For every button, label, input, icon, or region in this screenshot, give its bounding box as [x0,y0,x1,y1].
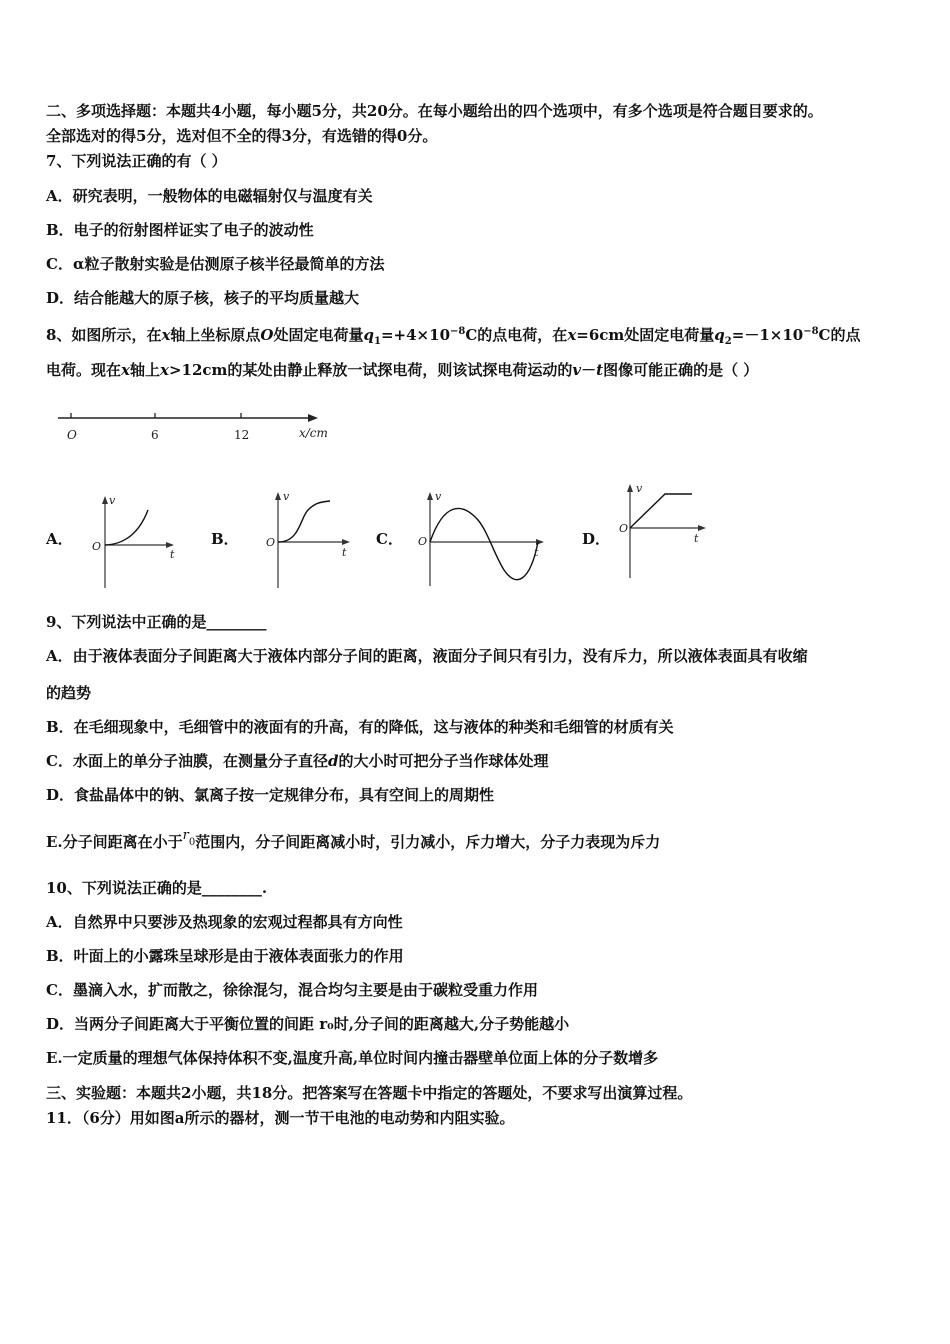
svg-text:v: v [636,482,643,495]
q8-graph-a [90,492,175,592]
q9-option-a-line1: A．由于液体表面分子间距离大于液体内部分子间的距离，液面分子间只有引力，没有斥力，所以液体表面具有收缩 [46,647,808,665]
q8-stem-line2: 电荷。现在x轴上x>12cm的某处由静止释放一试探电荷，则该试探电荷运动的v－t图像可能正确的是（ ） [46,361,759,379]
q9-stem: 9、下列说法中正确的是________ [46,613,267,631]
svg-text:t: t [342,546,347,559]
section2-line2: 全部选对的得5分，选对但不全的得3分，有选错的得0分。 [46,127,438,145]
curve-b [278,501,330,542]
q10-option-b: B．叶面上的小露珠呈球形是由于液体表面张力的作用 [46,947,404,965]
q10-option-c: C．墨滴入水，扩而散之，徐徐混匀，混合均匀主要是由于碳粒受重力作用 [46,981,538,999]
q8-graph-d [616,482,711,582]
q9-option-c: C．水面上的单分子油膜，在测量分子直径d的大小时可把分子当作球体处理 [46,752,549,770]
q8-graph-c [416,490,551,590]
section3-line1: 三、实验题：本题共2小题，共18分。把答案写在答题卡中指定的答题处，不要求写出演算过程。 [46,1084,693,1102]
svg-text:v: v [109,494,116,507]
q7-option-c: C．α粒子散射实验是估测原子核半径最简单的方法 [46,255,385,273]
svg-text:v: v [283,490,290,503]
svg-text:t: t [170,548,175,561]
label-6: 6 [151,428,159,442]
q9-option-d: D．食盐晶体中的钠、氯离子按一定规律分布，具有空间上的周期性 [46,786,495,804]
label-xcm: x/cm [299,426,328,440]
curve-a [105,510,148,545]
q10-stem: 10、下列说法正确的是________. [46,879,268,897]
q7-option-a: A．研究表明，一般物体的电磁辐射仅与温度有关 [46,187,373,205]
q8-stem-line1: 8、如图所示，在x轴上坐标原点O处固定电荷量$q_1=+4\times 10^{-8}C$的点电荷，在x=6cm处固定电荷量$q_2=-1\times 10^{-8}C$的点 [46,326,861,347]
q10-option-d: D．当两分子间距离大于平衡位置的间距 r₀时,分子间的距离越大,分子势能越小 [46,1015,570,1033]
q9-option-e: E.分子间距离在小于$r_0$范围内，分子间距离减小时，引力减小，斥力增大，分子力表现为斥力 [46,828,661,851]
q8-graph-b [264,488,354,593]
x-axis-arrow [308,414,318,422]
q11-stem: 11．（6分）用如图a所示的器材，测一节干电池的电动势和内阻实验。 [46,1109,515,1127]
svg-text:O: O [619,522,629,535]
svg-text:v: v [435,490,442,503]
q8-option-b-label: B． [211,530,239,548]
svg-text:O: O [92,540,102,553]
section2-line1: 二、多项选择题：本题共4小题，每小题5分，共20分。在每小题给出的四个选项中，有多个选项是符合题目要求的。 [46,102,823,120]
label-12: 12 [234,428,250,442]
q8-option-a-label: A． [46,530,73,548]
q10-option-e: E.一定质量的理想气体保持体积不变,温度升高,单位时间内撞击器壁单位面上体的分子数增多 [46,1049,659,1067]
svg-text:t: t [694,532,699,545]
label-o: O [67,428,77,442]
q10-option-a: A．自然界中只要涉及热现象的宏观过程都具有方向性 [46,913,403,931]
curve-c [430,508,538,579]
q8-option-c-label: C． [376,530,403,548]
svg-text:O: O [418,535,428,548]
q8-option-d-label: D． [582,530,611,548]
q7-stem: 7、下列说法正确的有（ ） [46,152,227,170]
svg-text:t: t [534,546,539,559]
q7-option-d: D．结合能越大的原子核，核子的平均质量越大 [46,289,360,307]
q7-option-b: B．电子的衍射图样证实了电子的波动性 [46,221,314,239]
q9-option-b: B．在毛细现象中，毛细管中的液面有的升高，有的降低，这与液体的种类和毛细管的材质有关 [46,718,674,736]
q8-x-axis-figure [56,405,346,450]
curve-d [630,494,692,528]
q9-option-a-line2: 的趋势 [46,684,92,702]
svg-text:O: O [266,536,276,549]
